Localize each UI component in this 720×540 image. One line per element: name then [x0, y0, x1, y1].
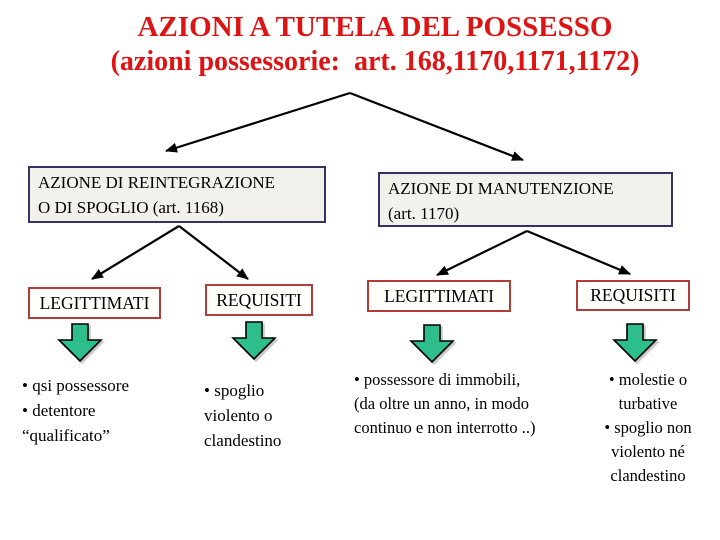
title-line-1: AZIONI A TUTELA DEL POSSESSO — [137, 11, 613, 43]
box-requisiti-left: REQUISITI — [205, 284, 313, 316]
box-azione-reintegrazione — [28, 166, 326, 223]
box-text-line: (art. 1170) — [388, 204, 460, 223]
split-arrow-right-a — [437, 231, 527, 275]
split-arrow-left-b — [179, 226, 248, 279]
note-line: violento o — [204, 406, 273, 425]
note-line: violento né — [611, 442, 685, 461]
split-arrow-left-a — [92, 226, 179, 279]
note-line: turbative — [618, 394, 678, 413]
note-line: • detentore — [22, 401, 96, 420]
note-line: • possessore di immobili, — [354, 370, 521, 389]
box-text-line: AZIONE DI MANUTENZIONE — [388, 179, 614, 198]
box-legittimati-right: LEGITTIMATI — [367, 280, 511, 312]
note-line: • spoglio non — [604, 418, 692, 437]
note-line: continuo e non interrotto ..) — [354, 418, 536, 437]
note-line: • molestie o — [608, 370, 688, 389]
requisiti-left-notes — [204, 378, 344, 453]
box-text-line: AZIONE DI REINTEGRAZIONE — [38, 173, 276, 192]
note-line: (da oltre un anno, in modo — [354, 394, 530, 413]
box-requisiti-right: REQUISITI — [576, 280, 690, 311]
title-line-2: (azioni possessorie: art. 168,1170,1171,1172) — [110, 46, 640, 77]
down-arrow-icon — [231, 321, 277, 361]
note-line: • qsi possessore — [22, 376, 130, 395]
down-arrow-icon — [57, 323, 103, 363]
box-text-line: O DI SPOGLIO (art. 1168) — [38, 198, 224, 217]
split-arrow-right-b — [527, 231, 630, 274]
note-line: clandestino — [204, 431, 282, 450]
box-azione-manutenzione — [378, 172, 673, 227]
split-arrow-top-left — [166, 93, 350, 151]
note-line: “qualificato” — [22, 426, 110, 445]
note-line: clandestino — [610, 466, 686, 485]
legittimati-left-notes — [22, 373, 197, 448]
legittimati-right-notes — [354, 368, 604, 440]
down-arrow-icon — [612, 323, 658, 363]
split-arrow-top-right — [350, 93, 523, 160]
requisiti-right-notes — [586, 368, 710, 488]
down-arrow-icon — [409, 324, 455, 364]
box-legittimati-left: LEGITTIMATI — [28, 287, 161, 319]
note-line: • spoglio — [204, 381, 265, 400]
